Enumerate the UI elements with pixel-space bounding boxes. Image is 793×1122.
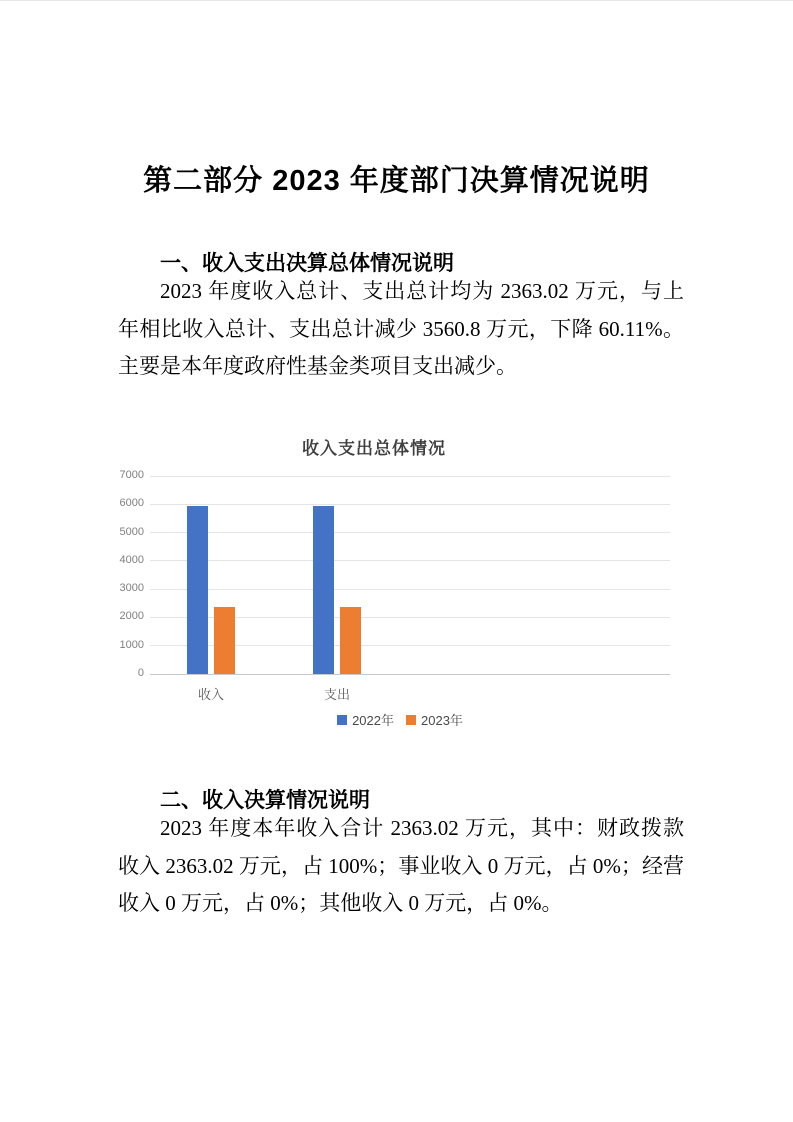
chart-bar bbox=[187, 506, 208, 674]
x-axis-category-label: 支出 bbox=[323, 687, 350, 702]
gridline bbox=[150, 589, 670, 590]
y-axis-tick-label: 2000 bbox=[119, 610, 144, 623]
chart-legend bbox=[115, 710, 685, 729]
y-axis-tick-label: 1000 bbox=[119, 638, 144, 651]
legend-item bbox=[406, 710, 463, 729]
chart-plot-area bbox=[119, 469, 670, 702]
y-axis-tick-label: 4000 bbox=[119, 553, 144, 566]
section-2-heading: 二、收入决算情况说明 bbox=[160, 789, 370, 812]
section-1-heading: 一、收入支出决算总体情况说明 bbox=[160, 252, 454, 275]
y-axis-tick-label: 5000 bbox=[119, 525, 144, 538]
document-title: 第二部分 2023 年度部门决算情况说明 bbox=[143, 165, 650, 197]
section-1-paragraph: 2023 年度收入总计、支出总计均为 2363.02 万元，与上年相比收入总计、支出总计减少 3560.8 万元，下降 60.11%。主要是本年度政府性基金类项目支出减少。 bbox=[118, 279, 684, 378]
legend-item bbox=[337, 710, 394, 729]
chart-title: 收入支出总体情况 bbox=[302, 439, 446, 458]
section-2-paragraph: 2023 年度本年收入合计 2363.02 万元，其中：财政拨款收入 2363.02 万元，占 100%；事业收入 0 万元，占 0%；经营收入 0 万元，占 0%；其他收入 0 万元，占 0%。 bbox=[118, 816, 684, 915]
income-expense-chart bbox=[115, 429, 685, 731]
legend-label: 2022年 bbox=[352, 713, 394, 728]
gridline bbox=[150, 476, 670, 477]
y-axis-tick-label: 3000 bbox=[119, 582, 144, 595]
gridline bbox=[150, 532, 670, 533]
x-axis-category-label: 收入 bbox=[197, 687, 224, 702]
legend-swatch-icon bbox=[337, 715, 347, 725]
gridline bbox=[150, 504, 670, 505]
y-axis-tick-label: 0 bbox=[137, 667, 144, 679]
y-axis-tick-label: 7000 bbox=[119, 469, 144, 481]
chart-bar bbox=[214, 607, 235, 674]
chart-bar bbox=[340, 607, 361, 674]
chart-bar bbox=[313, 506, 334, 674]
legend-swatch-icon bbox=[406, 715, 416, 725]
legend-label: 2023年 bbox=[421, 713, 463, 728]
gridline bbox=[150, 560, 670, 561]
y-axis-tick-label: 6000 bbox=[119, 497, 144, 510]
